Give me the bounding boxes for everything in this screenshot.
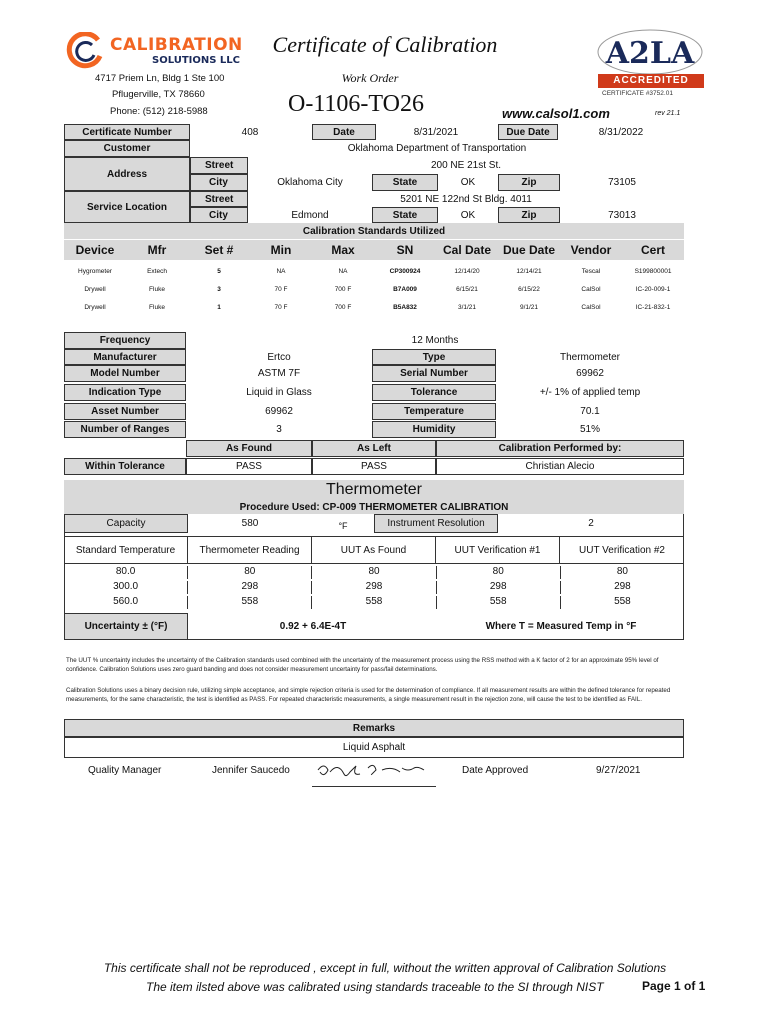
serial-value: 69962 xyxy=(576,368,604,379)
a2la-logo-text: A2LA xyxy=(605,36,695,71)
standards-row xyxy=(64,299,684,315)
ranges-value: 3 xyxy=(276,424,282,435)
temperature-value: 70.1 xyxy=(580,406,600,417)
accredited-banner: ACCREDITED xyxy=(598,74,704,88)
temperature-label: Temperature xyxy=(372,403,496,420)
readings-row xyxy=(64,566,684,579)
reading-cell: 80 xyxy=(437,566,561,579)
readings-header-row xyxy=(64,536,684,564)
procedure-text: Procedure Used: CP-009 THERMOMETER CALIBRATION xyxy=(64,500,684,514)
svc-city-label: City xyxy=(190,207,248,223)
readings-row xyxy=(64,581,684,594)
reading-cell: 298 xyxy=(312,581,436,594)
company-name-sub: SOLUTIONS LLC xyxy=(152,55,241,66)
std-cell: CP300924 xyxy=(389,267,421,275)
cert-number-value: 408 xyxy=(241,126,259,138)
revision: rev 21.1 xyxy=(655,110,681,117)
svc-zip-label: Zip xyxy=(498,207,560,223)
standards-title: Calibration Standards Utilized xyxy=(64,223,684,239)
as-left-value: PASS xyxy=(312,458,436,475)
quality-manager-label: Quality Manager xyxy=(88,765,162,776)
std-cell: 12/14/20 xyxy=(454,267,480,275)
signature xyxy=(312,758,436,787)
reading-cell: 298 xyxy=(188,581,312,594)
manufacturer-value: Ertco xyxy=(267,351,291,363)
std-cell: NA xyxy=(276,267,286,275)
address-state: OK xyxy=(460,177,476,188)
std-cell: NA xyxy=(338,267,348,275)
uncertainty-note: The UUT % uncertainty includes the uncertainty of the Calibration standards used combined with the uncertainty of the measurement process using the RSS method with a K factor of 2 for an approximate 95% level of confidence. Calibration Solutions uses zero guard banding and does not consider measurement uncertainty for pass/fail determinations. xyxy=(66,657,659,673)
readings-col: UUT Verification #2 xyxy=(579,544,665,556)
std-cell: CalSol xyxy=(581,285,601,293)
reading-cell: 298 xyxy=(614,581,631,592)
service-state: OK xyxy=(460,209,476,221)
std-cell: 3 xyxy=(217,285,221,293)
company-name: CALIBRATION xyxy=(110,35,243,55)
readings-col: UUT As Found xyxy=(312,537,436,563)
std-col-cal-date: Cal Date xyxy=(442,243,492,257)
date-label: Date xyxy=(312,124,376,140)
model-label: Model Number xyxy=(64,365,186,382)
std-cell: IC-20-009-1 xyxy=(635,285,671,293)
std-cell: 70 F xyxy=(274,285,288,293)
std-cell: CalSol xyxy=(581,303,601,311)
capacity-label: Capacity xyxy=(64,514,188,533)
standards-table xyxy=(64,240,684,260)
company-address1: 4717 Priem Ln, Bldg 1 Ste 100 xyxy=(95,73,225,84)
reading-cell: 558 xyxy=(437,596,561,609)
std-col-min: Min xyxy=(270,243,292,257)
ranges-label: Number of Ranges xyxy=(64,421,186,438)
std-cell: B5A832 xyxy=(393,303,417,311)
std-cell: Extech xyxy=(147,267,167,275)
reading-cell: 558 xyxy=(188,596,312,609)
customer-label: Customer xyxy=(64,140,190,157)
state-label: State xyxy=(372,174,438,191)
page-number: Page 1 of 1 xyxy=(642,979,706,993)
std-cell: 70 F xyxy=(274,303,288,311)
cert-number-label: Certificate Number xyxy=(64,124,190,140)
humidity-label: Humidity xyxy=(372,421,496,438)
company-address2: Pflugerville, TX 78660 xyxy=(112,89,205,100)
frequency-value: 12 Months xyxy=(411,335,459,346)
date-approved-value: 9/27/2021 xyxy=(596,765,641,776)
tolerance-value: +/- 1% of applied temp xyxy=(539,387,641,398)
logo-swirl-icon xyxy=(66,32,104,70)
asset-value: 69962 xyxy=(265,406,293,417)
as-found-label: As Found xyxy=(186,440,312,457)
reading-cell: 80 xyxy=(616,566,628,577)
thermometer-title: Thermometer xyxy=(64,480,684,500)
reading-cell: 298 xyxy=(437,581,561,594)
address-label: Address xyxy=(64,157,190,191)
std-cell: S199800001 xyxy=(634,267,672,275)
performed-by-label: Calibration Performed by: xyxy=(436,440,684,457)
std-cell: 3/1/21 xyxy=(457,303,477,311)
model-value: ASTM 7F xyxy=(257,368,301,379)
date-value: 8/31/2021 xyxy=(413,126,459,138)
service-city: Edmond xyxy=(291,209,329,221)
std-cell: Hygrometer xyxy=(78,267,112,275)
accreditation-cert-number: CERTIFICATE #3752.01 xyxy=(602,90,673,97)
std-cell: B7A009 xyxy=(393,285,417,293)
uncertainty-value: 0.92 + 6.4E-4T xyxy=(279,621,347,632)
indication-label: Indication Type xyxy=(64,384,186,401)
street-label: Street xyxy=(190,157,248,174)
standards-header-row xyxy=(64,240,684,260)
std-col-set: Set # xyxy=(204,243,234,257)
std-cell: Fluke xyxy=(149,303,165,311)
std-cell: 12/14/21 xyxy=(516,267,542,275)
serial-label: Serial Number xyxy=(372,365,496,382)
reading-cell: 80.0 xyxy=(64,566,188,579)
date-approved-label: Date Approved xyxy=(462,765,529,776)
std-col-cert: Cert xyxy=(640,243,665,257)
resolution-label: Instrument Resolution xyxy=(374,514,498,533)
std-cell: Tescal xyxy=(581,267,601,275)
performed-by-value: Christian Alecio xyxy=(436,458,684,475)
readings-col: UUT Verification #1 xyxy=(436,537,560,563)
readings-col: Standard Temperature xyxy=(64,537,188,563)
manager-name: Jennifer Saucedo xyxy=(212,765,290,776)
readings-row xyxy=(64,596,684,609)
where-t-text: Where T = Measured Temp in °F xyxy=(485,621,637,632)
city-label: City xyxy=(190,174,248,191)
a2la-logo-icon xyxy=(590,26,710,76)
humidity-value: 51% xyxy=(579,424,600,435)
as-left-label: As Left xyxy=(312,440,436,457)
std-cell: 1 xyxy=(217,303,221,311)
std-cell: Drywell xyxy=(84,303,106,311)
std-cell: 700 F xyxy=(334,303,352,311)
signature-icon xyxy=(312,758,432,784)
std-cell: IC-21-832-1 xyxy=(635,303,671,311)
frequency-label: Frequency xyxy=(64,332,186,349)
std-cell: Drywell xyxy=(84,285,106,293)
address-street: 200 NE 21st St. xyxy=(430,160,502,171)
std-col-mfr: Mfr xyxy=(147,243,167,257)
address-zip: 73105 xyxy=(608,177,636,188)
uncertainty-label: Uncertainty ± (°F) xyxy=(64,613,188,640)
service-zip: 73013 xyxy=(608,209,636,221)
within-tolerance-label: Within Tolerance xyxy=(64,458,186,475)
decision-rule-note: Calibration Solutions uses a binary decision rule, utilizing simple acceptance, and simple rejection criteria is used for the determination of compliance. If all measurement results are within the defined tolerance for repeated measurements, for the same characteristic, the test is identified as PASS. For repeated characteristic measurements, a single measurement result in the rejection zone, will cause the test to be identified as FAIL. xyxy=(66,687,671,703)
capacity-unit: °F xyxy=(338,520,348,531)
certificate-title: Certificate of Calibration xyxy=(272,32,498,57)
work-order-label: Work Order xyxy=(341,71,399,85)
std-col-sn: SN xyxy=(396,243,414,257)
reading-cell: 300.0 xyxy=(64,581,188,594)
capacity-value: 580 xyxy=(241,518,259,529)
service-street: 5201 NE 122nd St Bldg. 4011 xyxy=(400,193,532,205)
service-location-label: Service Location xyxy=(64,191,190,223)
due-date-value: 8/31/2022 xyxy=(598,126,644,138)
accreditation-badge xyxy=(590,26,710,106)
svc-street-label: Street xyxy=(190,191,248,207)
footer-line1: This certificate shall not be reproduced , except in full, without the written approval of Calibration Solutions xyxy=(103,961,667,975)
std-col-max: Max xyxy=(331,243,355,257)
std-cell: 700 F xyxy=(334,285,352,293)
std-col-device: Device xyxy=(75,243,115,257)
customer-value: Oklahoma Department of Transportation xyxy=(347,143,527,154)
indication-value: Liquid in Glass xyxy=(246,387,312,398)
due-date-label: Due Date xyxy=(498,124,558,140)
reading-cell: 560.0 xyxy=(64,596,188,609)
as-found-value: PASS xyxy=(186,458,312,475)
std-cell: Fluke xyxy=(149,285,165,293)
std-cell: 6/15/21 xyxy=(456,285,478,293)
reading-cell: 558 xyxy=(614,596,631,607)
manufacturer-label: Manufacturer xyxy=(64,349,186,365)
company-logo xyxy=(66,32,246,72)
resolution-value: 2 xyxy=(588,518,594,529)
reading-cell: 80 xyxy=(188,566,312,579)
reading-cell: 558 xyxy=(312,596,436,609)
std-cell: 5 xyxy=(217,267,221,275)
readings-col: Thermometer Reading xyxy=(188,537,312,563)
zip-label: Zip xyxy=(498,174,560,191)
footer-line2: The item ilsted above was calibrated using standards traceable to the SI through NIST xyxy=(146,980,604,994)
standards-row xyxy=(64,281,684,297)
std-col-due-date: Due Date xyxy=(502,243,555,257)
remarks-label: Remarks xyxy=(64,719,684,737)
type-label: Type xyxy=(372,349,496,365)
website-link[interactable]: www.calsol1.com xyxy=(502,106,610,121)
std-col-vendor: Vendor xyxy=(570,243,612,257)
standards-row xyxy=(64,263,684,279)
std-cell: 9/1/21 xyxy=(519,303,539,311)
asset-label: Asset Number xyxy=(64,403,186,420)
tolerance-label: Tolerance xyxy=(372,384,496,401)
svc-state-label: State xyxy=(372,207,438,223)
company-phone: Phone: (512) 218-5988 xyxy=(110,106,208,117)
std-cell: 6/15/22 xyxy=(518,285,540,293)
address-city: Oklahoma City xyxy=(277,177,343,188)
reading-cell: 80 xyxy=(312,566,436,579)
work-order-number: O-1106-TO26 xyxy=(288,91,424,117)
type-value: Thermometer xyxy=(559,351,620,363)
remarks-text: Liquid Asphalt xyxy=(64,737,684,758)
